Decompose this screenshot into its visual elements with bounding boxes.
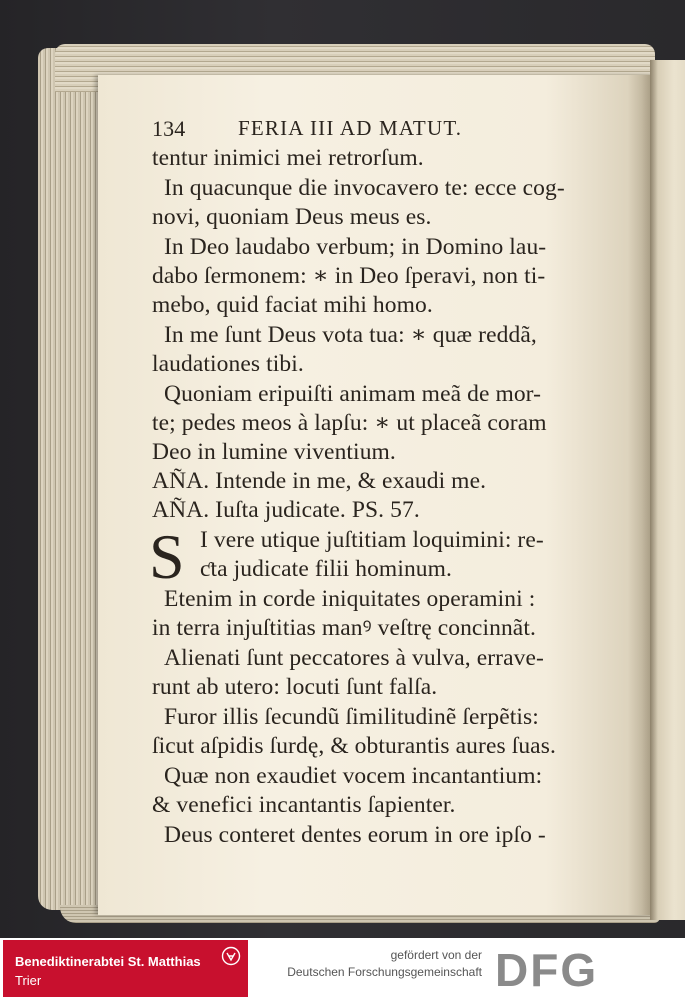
dfg-logo[interactable] [493,948,681,990]
text-line: in terra injuſtitias manꝰ veſtrę concinnãt. [152,615,536,641]
funding-line-1: gefördert von der [390,948,482,962]
page-number: 134 [152,116,186,141]
institution-name: Benediktinerabtei St. Matthias [15,954,201,969]
digitization-footer [0,938,685,1000]
text-line: Quæ non exaudiet vocem incantantium: [164,763,543,789]
text-line: tentur inimici mei retrorſum. [152,145,424,171]
antiphon-line: AÑA. Intende in me, & exaudi me. [152,468,487,494]
text-line: Alienati ſunt peccatores à vulva, errave- [164,645,544,671]
text-line: Furor illis ſecundũ ſimilitudinẽ ſerpẽtis: [164,704,539,730]
facing-page-edge [650,60,685,920]
text-line: ſicut aſpidis ſurdę, & obturantis aures ſuas. [152,733,556,759]
text-line: Deus conteret dentes eorum in ore ipſo - [164,822,546,848]
running-head: FERIA III AD MATUT. [238,116,463,140]
page-text [149,112,622,850]
text-line: novi, quoniam Deus meus es. [152,204,432,230]
text-line: In Deo laudabo verbum; in Domino lau- [164,234,547,260]
text-line: & venefici incantantis ſapienter. [152,792,456,818]
funding-line-2: Deutschen Forschungsgemeinschaft [287,965,482,979]
institution-city: Trier [15,973,42,988]
text-line: Etenim in corde iniquitates operamini : [164,586,536,612]
antiphon-line: AÑA. Iuſta judicate. PS. 57. [152,497,420,523]
text-line: In quacunque die invocavero te: ecce cog- [164,175,565,201]
text-line: dabo ſermonem: ∗ in Deo ſperavi, non ti- [152,263,546,289]
text-line: mebo, quid faciat mihi homo. [152,292,433,318]
text-line: runt ab utero: locuti ſunt falſa. [152,674,438,700]
text-line: Deo in lumine viventium. [152,439,396,465]
abbey-emblem-icon [221,946,241,966]
text-line: laudationes tibi. [152,351,304,377]
institution-banner[interactable] [3,940,248,997]
text-line: I vere utique juſtitiam loquimini: re- [200,527,544,553]
text-line: In me ſunt Deus vota tua: ∗ quæ reddã, [164,322,537,348]
text-line: Quoniam eripuiſti animam meã de mor- [164,381,542,407]
text-line: te; pedes meos à lapſu: ∗ ut placeã coram [152,410,547,436]
text-line: ƈta judicate filii hominum. [200,556,452,582]
dfg-logo-text: DFG [495,948,599,990]
page-header [152,112,622,144]
drop-cap: S [149,521,185,592]
